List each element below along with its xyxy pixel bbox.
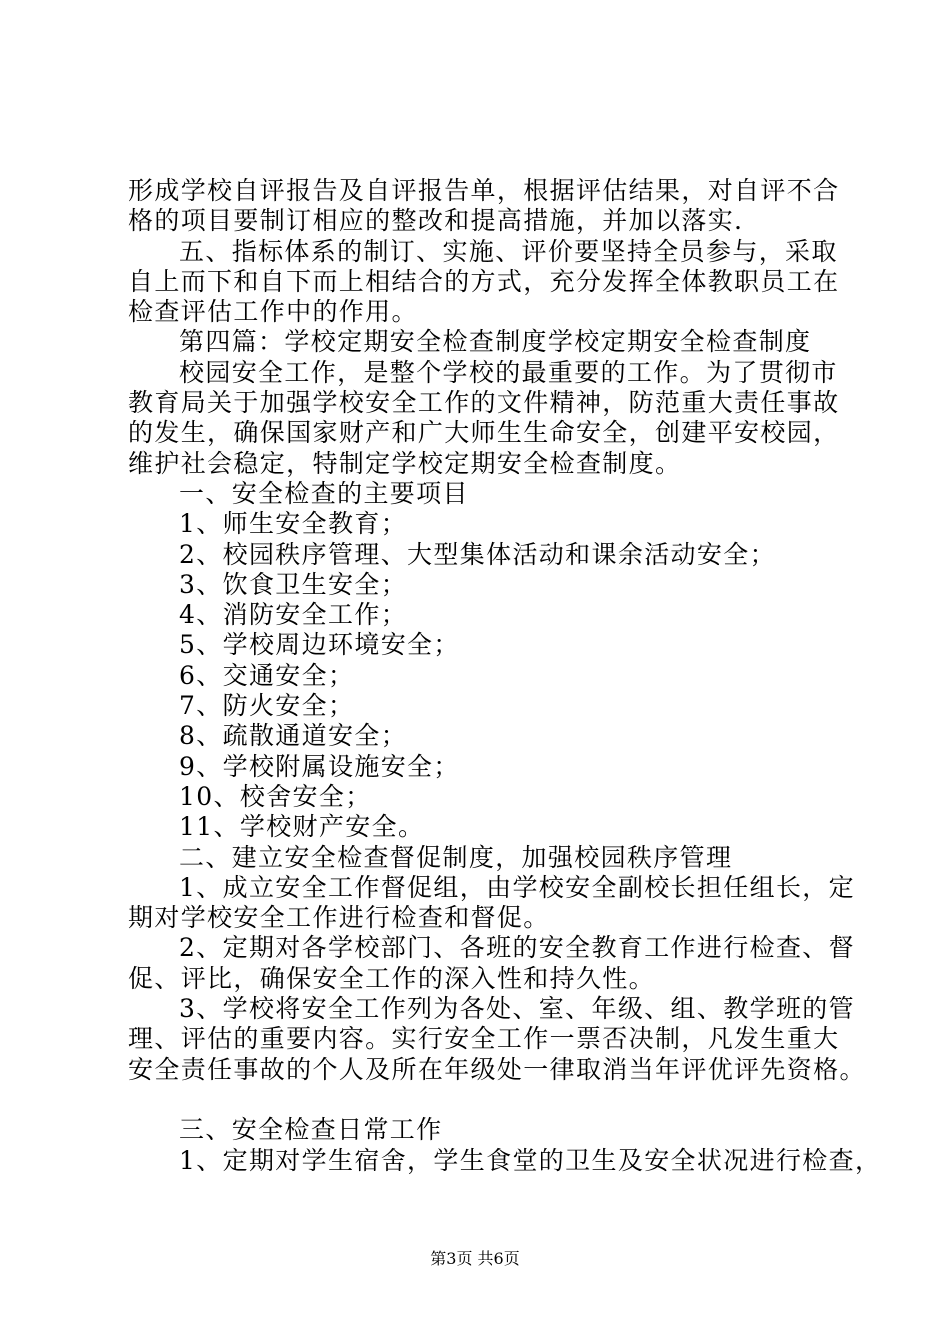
text-line: 3、饮食卫生安全； (179, 569, 408, 599)
text-line: 1、师生安全教育； (179, 509, 408, 539)
text-line: 安全责任事故的个人及所在年级处一律取消当年评优评先资格。 (128, 1054, 866, 1084)
text-line: 3、学校将安全工作列为各处、室、年级、组、教学班的管 (179, 994, 856, 1024)
text-line: 三、安全检查日常工作 (179, 1115, 443, 1145)
text-line: 教育局关于加强学校安全工作的文件精神，防范重大责任事故 (128, 388, 840, 418)
text-line: 维护社会稳定，特制定学校定期安全检查制度。 (128, 448, 682, 478)
text-line: 校园安全工作，是整个学校的最重要的工作。为了贯彻市 (179, 357, 838, 387)
text-line: 7、防火安全； (179, 691, 355, 721)
blank-line (128, 1085, 838, 1115)
text-line: 的发生，确保国家财产和广大师生生命安全，创建平安校园， (128, 418, 840, 448)
text-line: 8、疏散通道安全； (179, 721, 408, 751)
text-line: 格的项目要制订相应的整改和提高措施，并加以落实. (128, 206, 744, 236)
document-body (128, 176, 882, 1176)
text-line: 1、定期对学生宿舍，学生食堂的卫生及安全状况进行检查， (179, 1145, 882, 1175)
text-line: 9、学校附属设施安全； (179, 751, 460, 781)
text-line: 2、校园秩序管理、大型集体活动和课余活动安全； (179, 539, 776, 569)
text-line: 4、消防安全工作； (179, 600, 408, 630)
text-line: 期对学校安全工作进行检查和督促。 (128, 903, 550, 933)
text-line: 6、交通安全； (179, 660, 355, 690)
text-line: 5、学校周边环境安全； (179, 630, 460, 660)
page-footer: 第3页 共6页 (430, 1249, 520, 1268)
text-line: 检查评估工作中的作用。 (128, 297, 418, 327)
text-line: 理、评估的重要内容。实行安全工作一票否决制，凡发生重大 (128, 1024, 840, 1054)
text-line: 第四篇：学校定期安全检查制度学校定期安全检查制度 (179, 327, 812, 357)
text-line: 2、定期对各学校部门、各班的安全教育工作进行检查、督 (179, 933, 856, 963)
text-line: 10、校舍安全； (179, 781, 372, 811)
text-line: 1、成立安全工作督促组，由学校安全副校长担任组长，定 (179, 872, 856, 902)
text-line: 11、学校财产安全。 (179, 812, 425, 842)
text-line: 二、建立安全检查督促制度，加强校园秩序管理 (179, 842, 733, 872)
text-line: 自上而下和自下而上相结合的方式，充分发挥全体教职员工在 (128, 266, 840, 296)
text-line: 形成学校自评报告及自评报告单，根据评估结果，对自评不合 (128, 176, 840, 205)
text-line: 促、评比，确保安全工作的深入性和持久性。 (128, 963, 656, 993)
text-line: 五、指标体系的制订、实施、评价要坚持全员参与，采取 (179, 236, 838, 266)
text-line: 一、安全检查的主要项目 (179, 478, 469, 508)
